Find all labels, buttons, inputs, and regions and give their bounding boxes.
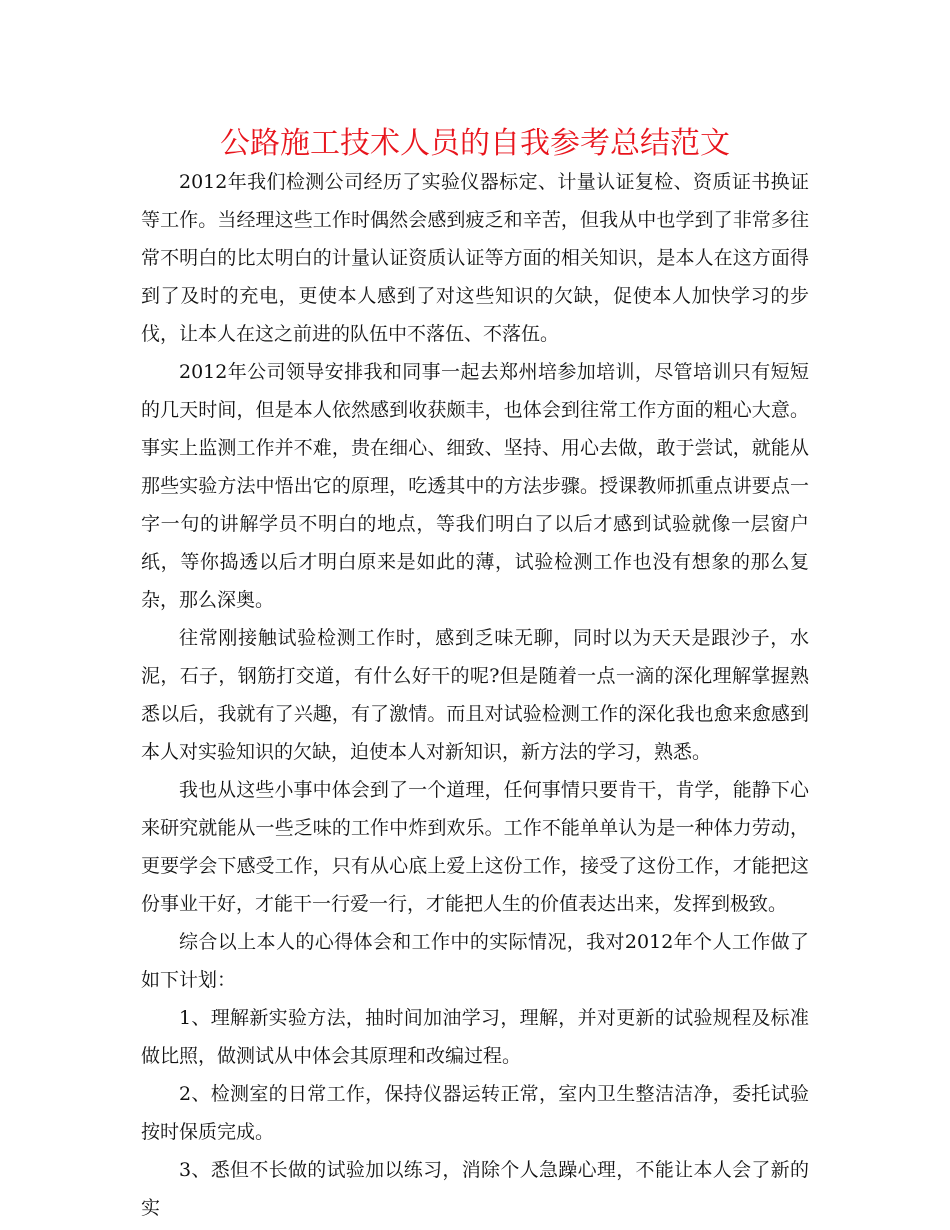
paragraph-1: 2012年我们检测公司经历了实验仪器标定、计量认证复检、资质证书换证等工作。当经理这些工作时偶然会感到疲乏和辛苦，但我从中也学到了非常多往常不明白的比太明白的计量认证资质认证等方面的相关知识，是本人在这方面得到了及时的充电，更使本人感到了对这些知识的欠缺，促使本人加快学习的步伐，让本人在这之前进的队伍中不落伍、不落伍。 [141, 171, 809, 345]
document-title: 公路施工技术人员的自我参考总结范文 [220, 126, 730, 161]
plan-item-2: 2、检测室的日常工作，保持仪器运转正常，室内卫生整洁洁净，委托试验按时保质完成。 [141, 1083, 809, 1143]
paragraph-4: 我也从这些小事中体会到了一个道理，任何事情只要肯干，肯学，能静下心来研究就能从一些乏味的工作中炸到欢乐。工作不能单单认为是一种体力劳动，更要学会下感受工作，只有从心底上爱上这份工作，接受了这份工作，才能把这份事业干好，才能干一行爱一行，才能把人生的价值表达出来，发挥到极致。 [141, 779, 809, 915]
paragraph-2: 2012年公司领导安排我和同事一起去郑州培参加培训，尽管培训只有短短的几天时间，但是本人依然感到收获颇丰，也体会到往常工作方面的粗心大意。事实上监测工作并不难，贵在细心、细致、坚持、用心去做，敢于尝试，就能从那些实验方法中悟出它的原理，吃透其中的方法步骤。授课教师抓重点讲要点一字一句的讲解学员不明白的地点，等我们明白了以后才感到试验就像一层窗户纸，等你捣透以后才明白原来是如此的薄，试验检测工作也没有想象的那么复杂，那么深奥。 [141, 361, 809, 611]
plan-item-3: 3、悉但不长做的试验加以练习，消除个人急躁心理，不能让本人会了新的实 [141, 1159, 809, 1219]
plan-item-1: 1、理解新实验方法，抽时间加油学习，理解，并对更新的试验规程及标准做比照，做测试从中体会其原理和改编过程。 [141, 1007, 809, 1067]
document-body [141, 163, 809, 1227]
paragraph-3: 往常刚接触试验检测工作时，感到乏味无聊，同时以为天天是跟沙子，水泥，石子，钢筋打交道，有什么好干的呢?但是随着一点一滴的深化理解掌握熟悉以后，我就有了兴趣，有了激情。而且对试验检测工作的深化我也愈来愈感到本人对实验知识的欠缺，迫使本人对新知识，新方法的学习，熟悉。 [141, 627, 809, 763]
paragraph-5: 综合以上本人的心得体会和工作中的实际情况，我对2012年个人工作做了如下计划： [141, 931, 809, 991]
